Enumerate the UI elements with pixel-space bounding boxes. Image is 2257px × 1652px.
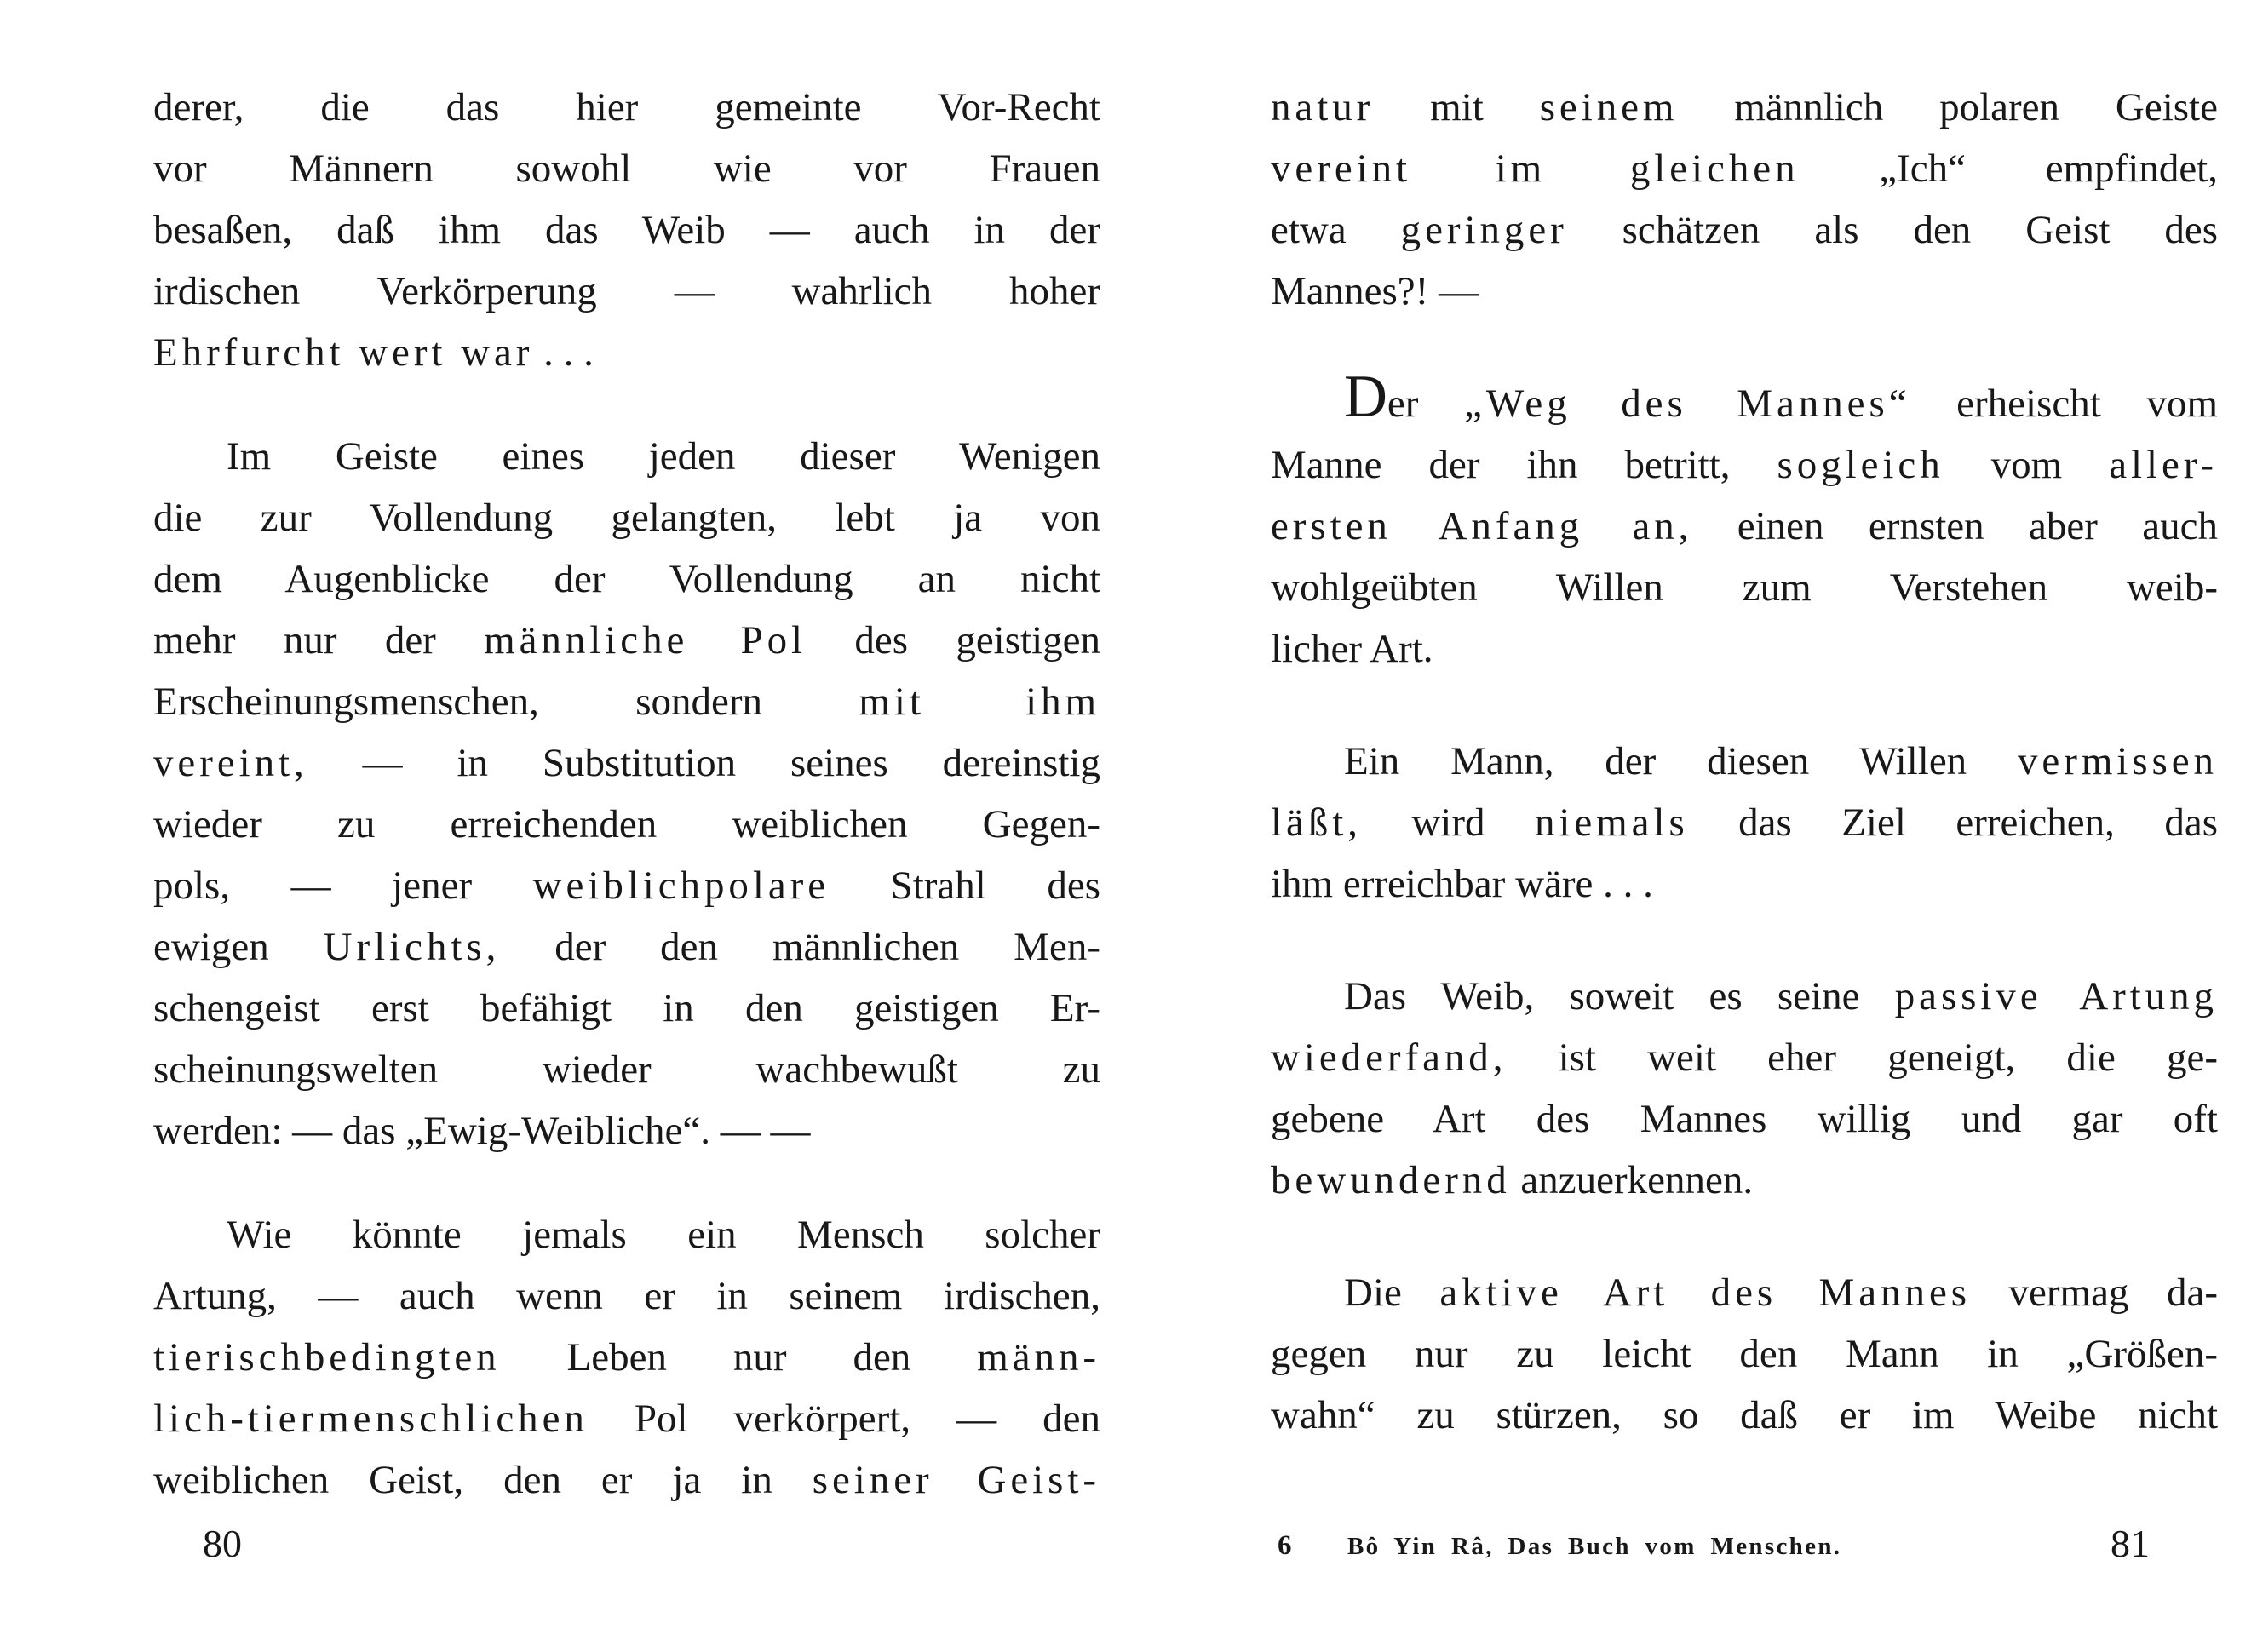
text-line (153, 487, 1100, 548)
text-line (153, 261, 1100, 322)
emphasized-text: vereint im gleichen (1271, 146, 1800, 191)
emphasized-text: geringer (1400, 208, 1568, 252)
emphasized-text: männliche Pol (484, 618, 807, 663)
text-line (1271, 731, 2218, 792)
text-segment: Wie könnte jemals ein Mensch solcher (227, 1213, 1100, 1257)
text-segment: scheinungswelten wieder wachbewußt zu (153, 1047, 1100, 1092)
text-segment: dem Augenblicke der Vollendung an nicht (153, 557, 1100, 601)
text-segment: Strahl des (830, 863, 1101, 908)
text-segment: pols, — jener (153, 863, 533, 908)
emphasized-text: ersten Anfang an, (1271, 504, 1693, 548)
emphasized-text: vermissen (2018, 739, 2218, 783)
text-line (153, 732, 1100, 794)
text-segment: Mannes?! — (1271, 269, 1479, 313)
text-segment: besaßen, daß ihm das Weib — auch in der (153, 208, 1100, 252)
emphasized-text: aktive Art des Mannes (1439, 1271, 1971, 1315)
emphasized-text: niemals (1534, 800, 1689, 845)
text-segment: licher Art. (1271, 627, 1433, 671)
signature-number: 6 (1278, 1530, 1292, 1561)
text-line (1271, 364, 2219, 434)
emphasized-text: aller- (2109, 443, 2219, 487)
text-line (1271, 618, 2218, 680)
paragraph (153, 426, 1100, 1162)
text-segment: des geistigen (807, 618, 1101, 663)
emphasized-text: seiner Geist- (812, 1458, 1100, 1502)
emphasized-text: tierischbedingten (153, 1335, 501, 1380)
text-line (153, 1388, 1100, 1449)
text-line (1271, 966, 2218, 1027)
text-segment: männlich polaren Geiste (1678, 85, 2218, 129)
text-segment: etwa (1271, 208, 1401, 252)
text-segment: . . . (533, 330, 594, 375)
text-line (1271, 496, 2218, 557)
emphasized-text: lich-tiermenschlichen (153, 1397, 589, 1441)
text-segment: weiblichen Geist, den er ja in (153, 1458, 813, 1502)
emphasized-text: vereint, (153, 741, 308, 785)
text-segment: die zur Vollendung gelangten, lebt ja von (153, 496, 1100, 540)
emphasized-text: wiederfand, (1271, 1035, 1508, 1080)
paragraph (1271, 364, 2219, 680)
text-line (153, 1204, 1100, 1265)
paragraph (1271, 731, 2218, 915)
text-segment: das Ziel erreichen, das (1688, 800, 2219, 845)
text-segment: Artung, — auch wenn er in seinem irdischen, (153, 1274, 1100, 1318)
emphasized-text: bewundernd (1271, 1158, 1511, 1202)
text-line (153, 77, 1100, 138)
text-segment: vom (1944, 443, 2110, 487)
text-segment: ewigen (153, 925, 324, 969)
text-segment: erheischt vom (1910, 381, 2219, 426)
text-line (153, 426, 1100, 487)
text-segment: Manne der ihn betritt, (1271, 443, 1777, 487)
page-right-text-block (1271, 77, 2218, 1446)
text-segment: wohlgeübten Willen zum Verstehen weib- (1271, 565, 2218, 610)
text-line (1271, 1027, 2218, 1088)
page-number-left: 80 (203, 1522, 242, 1565)
text-line (153, 1039, 1100, 1100)
text-segment: schengeist erst befähigt in den geistigen Er- (153, 986, 1100, 1030)
paragraph (153, 77, 1100, 383)
text-line (153, 1265, 1100, 1327)
page-number-right: 81 (2111, 1522, 2150, 1565)
text-line (1271, 77, 2218, 138)
emphasized-text: natur (1271, 85, 1375, 129)
text-segment: Ein Mann, der diesen Willen (1344, 739, 2018, 783)
emphasized-text: Urlichts, (323, 925, 501, 969)
text-segment: einen ernsten aber auch (1692, 504, 2218, 548)
text-line (1271, 434, 2218, 496)
text-line (1271, 1385, 2218, 1446)
text-segment: mit (1374, 85, 1540, 129)
text-line (1271, 1323, 2218, 1385)
text-segment: wahn“ zu stürzen, so daß er im Weibe nicht (1271, 1393, 2218, 1437)
text-segment: Die (1344, 1271, 1440, 1315)
text-segment: derer, die das hier gemeinte Vor-Recht (153, 85, 1100, 129)
text-segment: Im Geiste eines jeden dieser Wenigen (227, 434, 1100, 479)
paragraph (1271, 77, 2218, 322)
text-line (153, 916, 1100, 978)
text-line (1271, 557, 2218, 618)
emphasized-text: passive Artung (1894, 974, 2218, 1018)
text-segment: Leben nur den (500, 1335, 978, 1380)
text-line (153, 1100, 1100, 1162)
text-segment: ist weit eher geneigt, die ge- (1507, 1035, 2218, 1080)
text-segment: werden: — das „Ewig-Weibliche“. — — (153, 1109, 811, 1153)
text-line (153, 794, 1100, 855)
text-segment: gegen nur zu leicht den Mann in „Größen- (1271, 1332, 2218, 1376)
text-line (1271, 853, 2218, 915)
paragraph (1271, 966, 2218, 1211)
text-segment: schätzen als den Geist des (1567, 208, 2218, 252)
text-line (153, 199, 1100, 261)
emphasized-text: Ehrfurcht wert war (153, 330, 534, 375)
text-segment: irdischen Verkörperung — wahrlich hoher (153, 269, 1100, 313)
text-line (1271, 1262, 2218, 1323)
text-line (1271, 261, 2218, 322)
paragraph (1271, 1262, 2218, 1446)
text-line (153, 610, 1100, 671)
text-line (153, 1327, 1100, 1388)
text-line (1271, 792, 2218, 853)
text-line (153, 138, 1100, 199)
text-segment: Erscheinungsmenschen, sondern (153, 680, 859, 724)
text-segment: mehr nur der (153, 618, 485, 663)
page-left-text-block (153, 77, 1100, 1511)
running-footer-title: Bô Yin Râ, Das Buch vom Menschen. (1347, 1533, 1842, 1560)
emphasized-text: „Weg des Mannes“ (1464, 381, 1911, 426)
text-line (153, 855, 1100, 916)
text-segment: Pol verkörpert, — den (588, 1397, 1100, 1441)
emphasized-text: sogleich (1777, 443, 1944, 487)
text-line (153, 671, 1100, 732)
text-line (153, 1449, 1100, 1511)
text-line (1271, 1150, 2218, 1211)
text-segment: vermag da- (1970, 1271, 2218, 1315)
text-segment: ihm erreichbar wäre . . . (1271, 862, 1653, 906)
text-segment: wieder zu erreichenden weiblichen Gegen- (153, 802, 1100, 846)
emphasized-text: seinem (1539, 85, 1679, 129)
text-line (153, 978, 1100, 1039)
text-line (1271, 1088, 2218, 1150)
text-segment: der den männlichen Men- (500, 925, 1100, 969)
emphasized-text: läßt, (1271, 800, 1362, 845)
text-segment: vor Männern sowohl wie vor Frauen (153, 146, 1100, 191)
emphasized-text: weiblichpolare (532, 863, 830, 908)
text-segment: er (1387, 381, 1465, 426)
text-line (1271, 138, 2218, 199)
emphasized-text: männ- (977, 1335, 1100, 1380)
text-segment: gebene Art des Mannes willig und gar oft (1271, 1097, 2218, 1141)
initial-capital: D (1344, 364, 1387, 430)
paragraph (153, 1204, 1100, 1511)
text-segment: Das Weib, soweit es seine (1344, 974, 1895, 1018)
text-line (1271, 199, 2218, 261)
emphasized-text: mit ihm (859, 680, 1100, 724)
text-segment: anzuerkennen. (1510, 1158, 1754, 1202)
text-segment: — in Substitution seines dereinstig (307, 741, 1100, 785)
text-line (153, 322, 1100, 383)
text-segment: „Ich“ empfindet, (1799, 146, 2218, 191)
text-line (153, 548, 1100, 610)
text-segment: wird (1361, 800, 1535, 845)
